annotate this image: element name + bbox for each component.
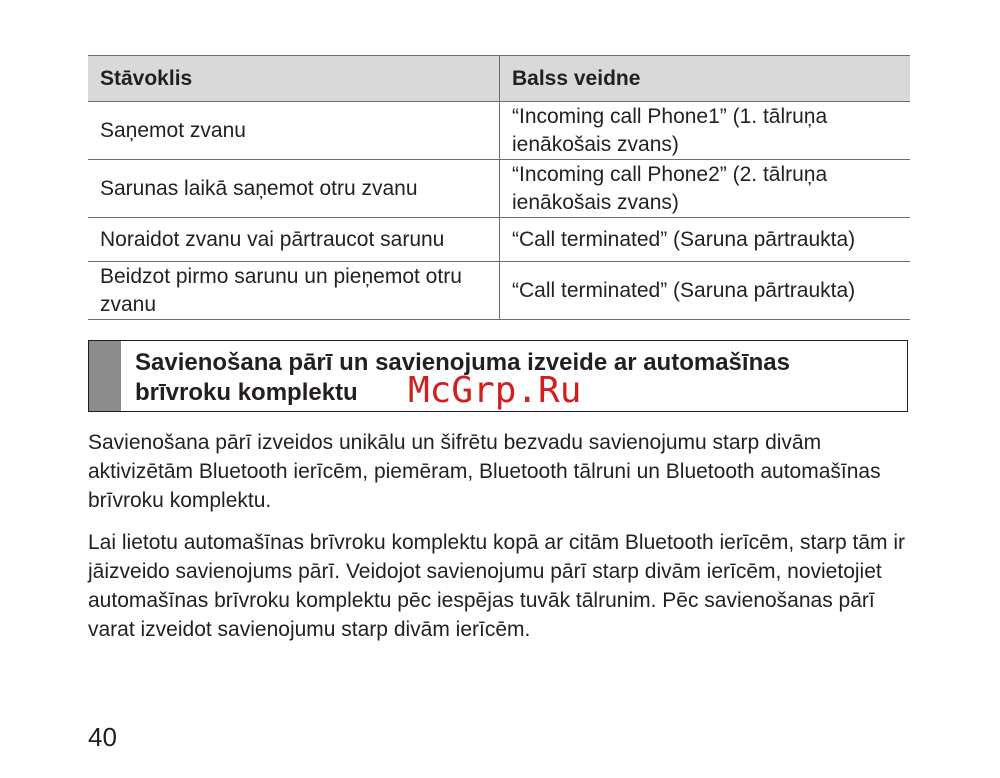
table-cell-voice-template: “Call terminated” (Saruna pārtraukta) [500,262,911,320]
table-cell-voice-template: “Call terminated” (Saruna pārtraukta) [500,218,911,262]
body-paragraph-1: Savienošana pārī izveidos unikālu un šifrētu bezvadu savienojumu starp divām aktivizētām Bluetooth ierīcēm, piemēram, Bluetooth tālruni un Bluetooth automašīnas brīvroku komplektu. [88,431,881,512]
page-number: 40 [88,722,117,752]
body-paragraph-2: Lai lietotu automašīnas brīvroku komplektu kopā ar citām Bluetooth ierīcēm, starp tām ir jāizveido savienojums pārī. Veidojot savienojumu pārī starp divām ierīcēm, novietojiet automašīnas brīvroku komplektu pēc iespējas tuvāk tālrunim. Pēc savienošanas pārī varat izveidot savienojumu starp divām ierīcēm. [88,531,906,641]
table-cell-state: Saņemot zvanu [88,102,500,160]
table-header-row [88,56,910,102]
table-cell-state: Sarunas laikā saņemot otru zvanu [88,160,500,218]
column-header-state: Stāvoklis [88,56,500,102]
heading-accent-bar [89,341,121,411]
table-row [88,160,910,218]
table-row [88,102,910,160]
table-cell-voice-template: “Incoming call Phone1” (1. tālruņa ienākošais zvans) [500,102,911,160]
section-title: Savienošana pārī un savienojuma izveide ar automašīnas brīvroku komplektu [135,349,790,406]
table-cell-state: Beidzot pirmo sarunu un pieņemot otru zvanu [88,262,500,320]
watermark-logo: McGrp.Ru [408,370,582,411]
table-row [88,218,910,262]
table-cell-state: Noraidot zvanu vai pārtraucot sarunu [88,218,500,262]
column-header-voice-template: Balss veidne [500,56,911,102]
table-cell-voice-template: “Incoming call Phone2” (2. tālruņa ienākošais zvans) [500,160,911,218]
voice-template-table [88,55,910,320]
table-row [88,262,910,320]
